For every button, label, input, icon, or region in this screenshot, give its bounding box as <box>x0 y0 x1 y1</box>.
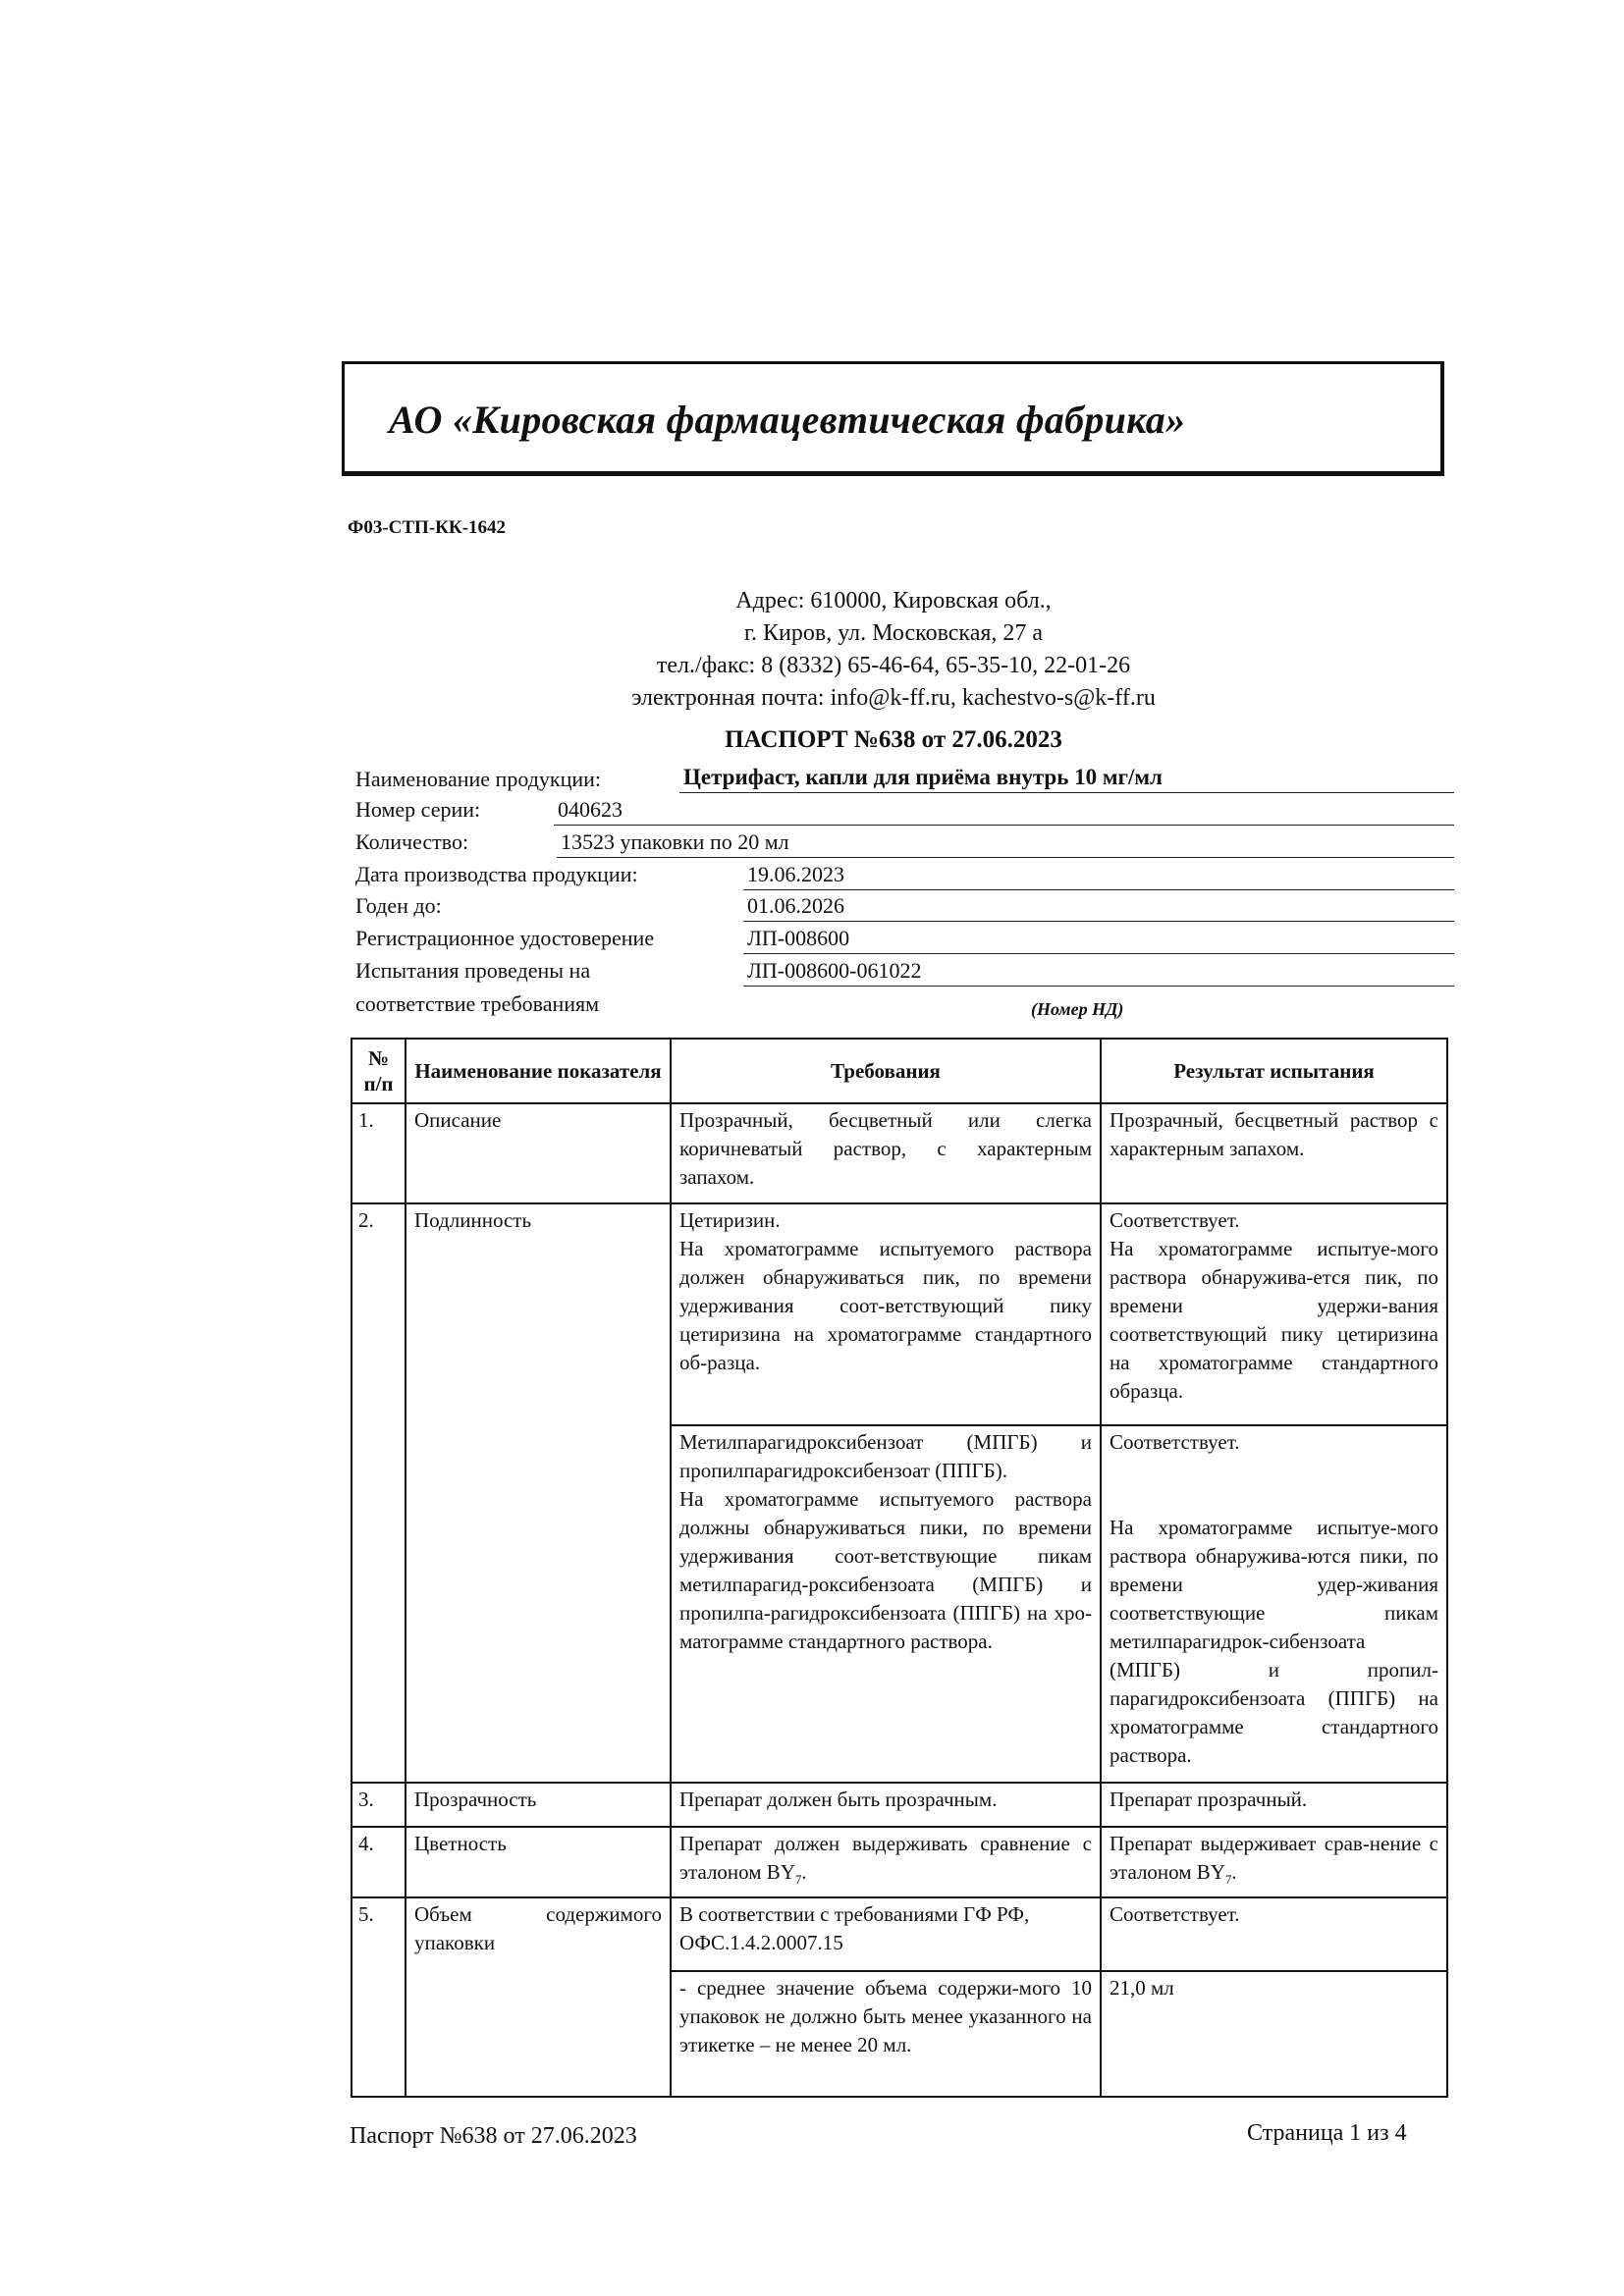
row-requirement <box>671 1425 1101 1783</box>
row-requirement: Прозрачный, бесцветный или слегка коричневатый раствор, с характерным запахом. <box>671 1103 1101 1203</box>
row-result: 21,0 мл <box>1101 1971 1447 2097</box>
row-indicator: Объем содержимого упаковки <box>406 1897 671 2097</box>
address-line-1: Адрес: 610000, Кировская обл., <box>735 588 1052 614</box>
field-label: Количество: <box>355 829 469 854</box>
result-title: Соответствует. <box>1110 1430 1240 1454</box>
row-result <box>1101 1203 1447 1425</box>
result-title: Соответствует. <box>1110 1208 1240 1232</box>
row-indicator: Описание <box>406 1103 671 1203</box>
row-requirement: Препарат должен выдерживать сравнение с эталоном $BY_7$. <box>671 1827 1101 1897</box>
requirement-title: Цетиризин. <box>679 1208 781 1232</box>
header-indicator: Наименование показателя <box>406 1039 671 1103</box>
table-row <box>352 1783 1447 1827</box>
field-label: Дата производства продукции: <box>355 862 638 886</box>
row-requirement: Препарат должен быть прозрачным. <box>671 1783 1101 1827</box>
result-text: На хроматограмме испытуе-мого раствора обнаружива-ются пики, по времени удер-живания соответствующие пикам метилпарагидрок-сибензоата (МПГБ) и пропил-парагидроксибензоата (ППГБ) на хроматограмме стандартного раствора. <box>1110 1516 1438 1767</box>
field-label: Годен до: <box>355 893 442 918</box>
field-label: Наименование продукции: <box>355 767 602 791</box>
company-header-box <box>342 361 1444 476</box>
address-line-2: г. Киров, ул. Московская, 27 а <box>743 620 1044 646</box>
row-result: Прозрачный, бесцветный раствор с характерным запахом. <box>1101 1103 1447 1203</box>
footer-passport-ref: Паспорт №638 от 27.06.2023 <box>350 2123 637 2149</box>
expiry-date-value: 01.06.2026 <box>743 893 1454 922</box>
header-num: № п/п <box>352 1039 406 1103</box>
table-row <box>352 1103 1447 1203</box>
footer-page-number: Страница 1 из 4 <box>1247 2120 1407 2146</box>
row-requirement: В соответствии с требованиями ГФ РФ, ОФС.1.4.2.0007.15 <box>671 1897 1101 1971</box>
row-requirement: - среднее значение объема содержи-мого 10 упаковок не должно быть менее указанного на этикетке – не менее 20 мл. <box>671 1971 1101 2097</box>
registration-value: ЛП-008600 <box>743 926 1454 954</box>
table-row <box>352 1897 1447 1971</box>
result-subscript: 7 <box>1224 1873 1232 1888</box>
row-result <box>1101 1425 1447 1783</box>
row-indicator: Прозрачность <box>406 1783 671 1827</box>
requirement-subscript: 7 <box>794 1873 802 1888</box>
address-email: электронная почта: info@k-ff.ru, kachestvo-s@k-ff.ru <box>631 685 1156 711</box>
field-label: Номер серии: <box>355 797 481 822</box>
test-results-table <box>351 1038 1448 2098</box>
quantity-value: 13523 упаковки по 20 мл <box>557 829 1454 858</box>
table-header-row <box>352 1039 1447 1103</box>
requirement-text: На хроматограмме испытуемого раствора должен обнаруживаться пик, по времени удерживания соот-ветствующий пику цетиризина на хроматограмме стандартного об-разца. <box>679 1237 1092 1374</box>
table-row <box>352 1203 1447 1425</box>
row-num: 2. <box>352 1203 406 1783</box>
row-num: 1. <box>352 1103 406 1203</box>
row-indicator: Цветность <box>406 1827 671 1897</box>
batch-number-value: 040623 <box>554 797 1454 826</box>
form-code: Ф03-СТП-КК-1642 <box>348 517 507 538</box>
row-num: 5. <box>352 1897 406 2097</box>
production-date-value: 19.06.2023 <box>743 862 1454 890</box>
result-text: Препарат выдерживает срав-нение с эталоном BY <box>1110 1832 1438 1884</box>
tests-compliance-value: ЛП-008600-061022 <box>743 958 1454 987</box>
field-label: соответствие требованиям <box>355 991 600 1016</box>
address-phone: тел./факс: 8 (8332) 65-46-64, 65-35-10, 22-01-26 <box>656 653 1131 678</box>
row-num: 3. <box>352 1783 406 1827</box>
row-result: Препарат прозрачный. <box>1101 1783 1447 1827</box>
nd-number-note: (Номер НД) <box>1031 999 1124 1019</box>
requirement-text: Препарат должен выдерживать сравнение с эталоном BY <box>679 1832 1092 1884</box>
row-num: 4. <box>352 1827 406 1897</box>
requirement-text: На хроматограмме испытуемого раствора должны обнаруживаться пики, по времени удерживания соот-ветствующие пикам метилпарагид-роксибензоата (МПГБ) и пропилпа-рагидроксибензоата (ППГБ) на хро-матограмме стандартного раствора. <box>679 1487 1092 1653</box>
field-label: Регистрационное удостоверение <box>355 926 655 950</box>
row-indicator: Подлинность <box>406 1203 671 1783</box>
field-label: Испытания проведены на <box>355 958 591 983</box>
header-result: Результат испытания <box>1101 1039 1447 1103</box>
company-address <box>550 585 1237 715</box>
product-name-value: Цетрифаст, капли для приёма внутрь 10 мг/мл <box>679 765 1454 793</box>
passport-title: ПАСПОРТ №638 от 27.06.2023 <box>725 726 1062 753</box>
requirement-title: Метилпарагидроксибензоат (МПГБ) и пропилпарагидроксибензоат (ППГБ). <box>679 1430 1092 1482</box>
header-requirements: Требования <box>671 1039 1101 1103</box>
company-name: АО «Кировская фармацевтическая фабрика» <box>389 398 1186 442</box>
table-row <box>352 1827 1447 1897</box>
spacer <box>1110 1457 1438 1514</box>
row-result: Соответствует. <box>1101 1897 1447 1971</box>
result-text: На хроматограмме испытуе-мого раствора обнаружива-ется пик, по времени удержи-вания соответствующий пику цетиризина на хроматограмме стандартного образца. <box>1110 1237 1438 1403</box>
row-requirement <box>671 1203 1101 1425</box>
row-result: Препарат выдерживает срав-нение с эталоном $BY_7$. <box>1101 1827 1447 1897</box>
